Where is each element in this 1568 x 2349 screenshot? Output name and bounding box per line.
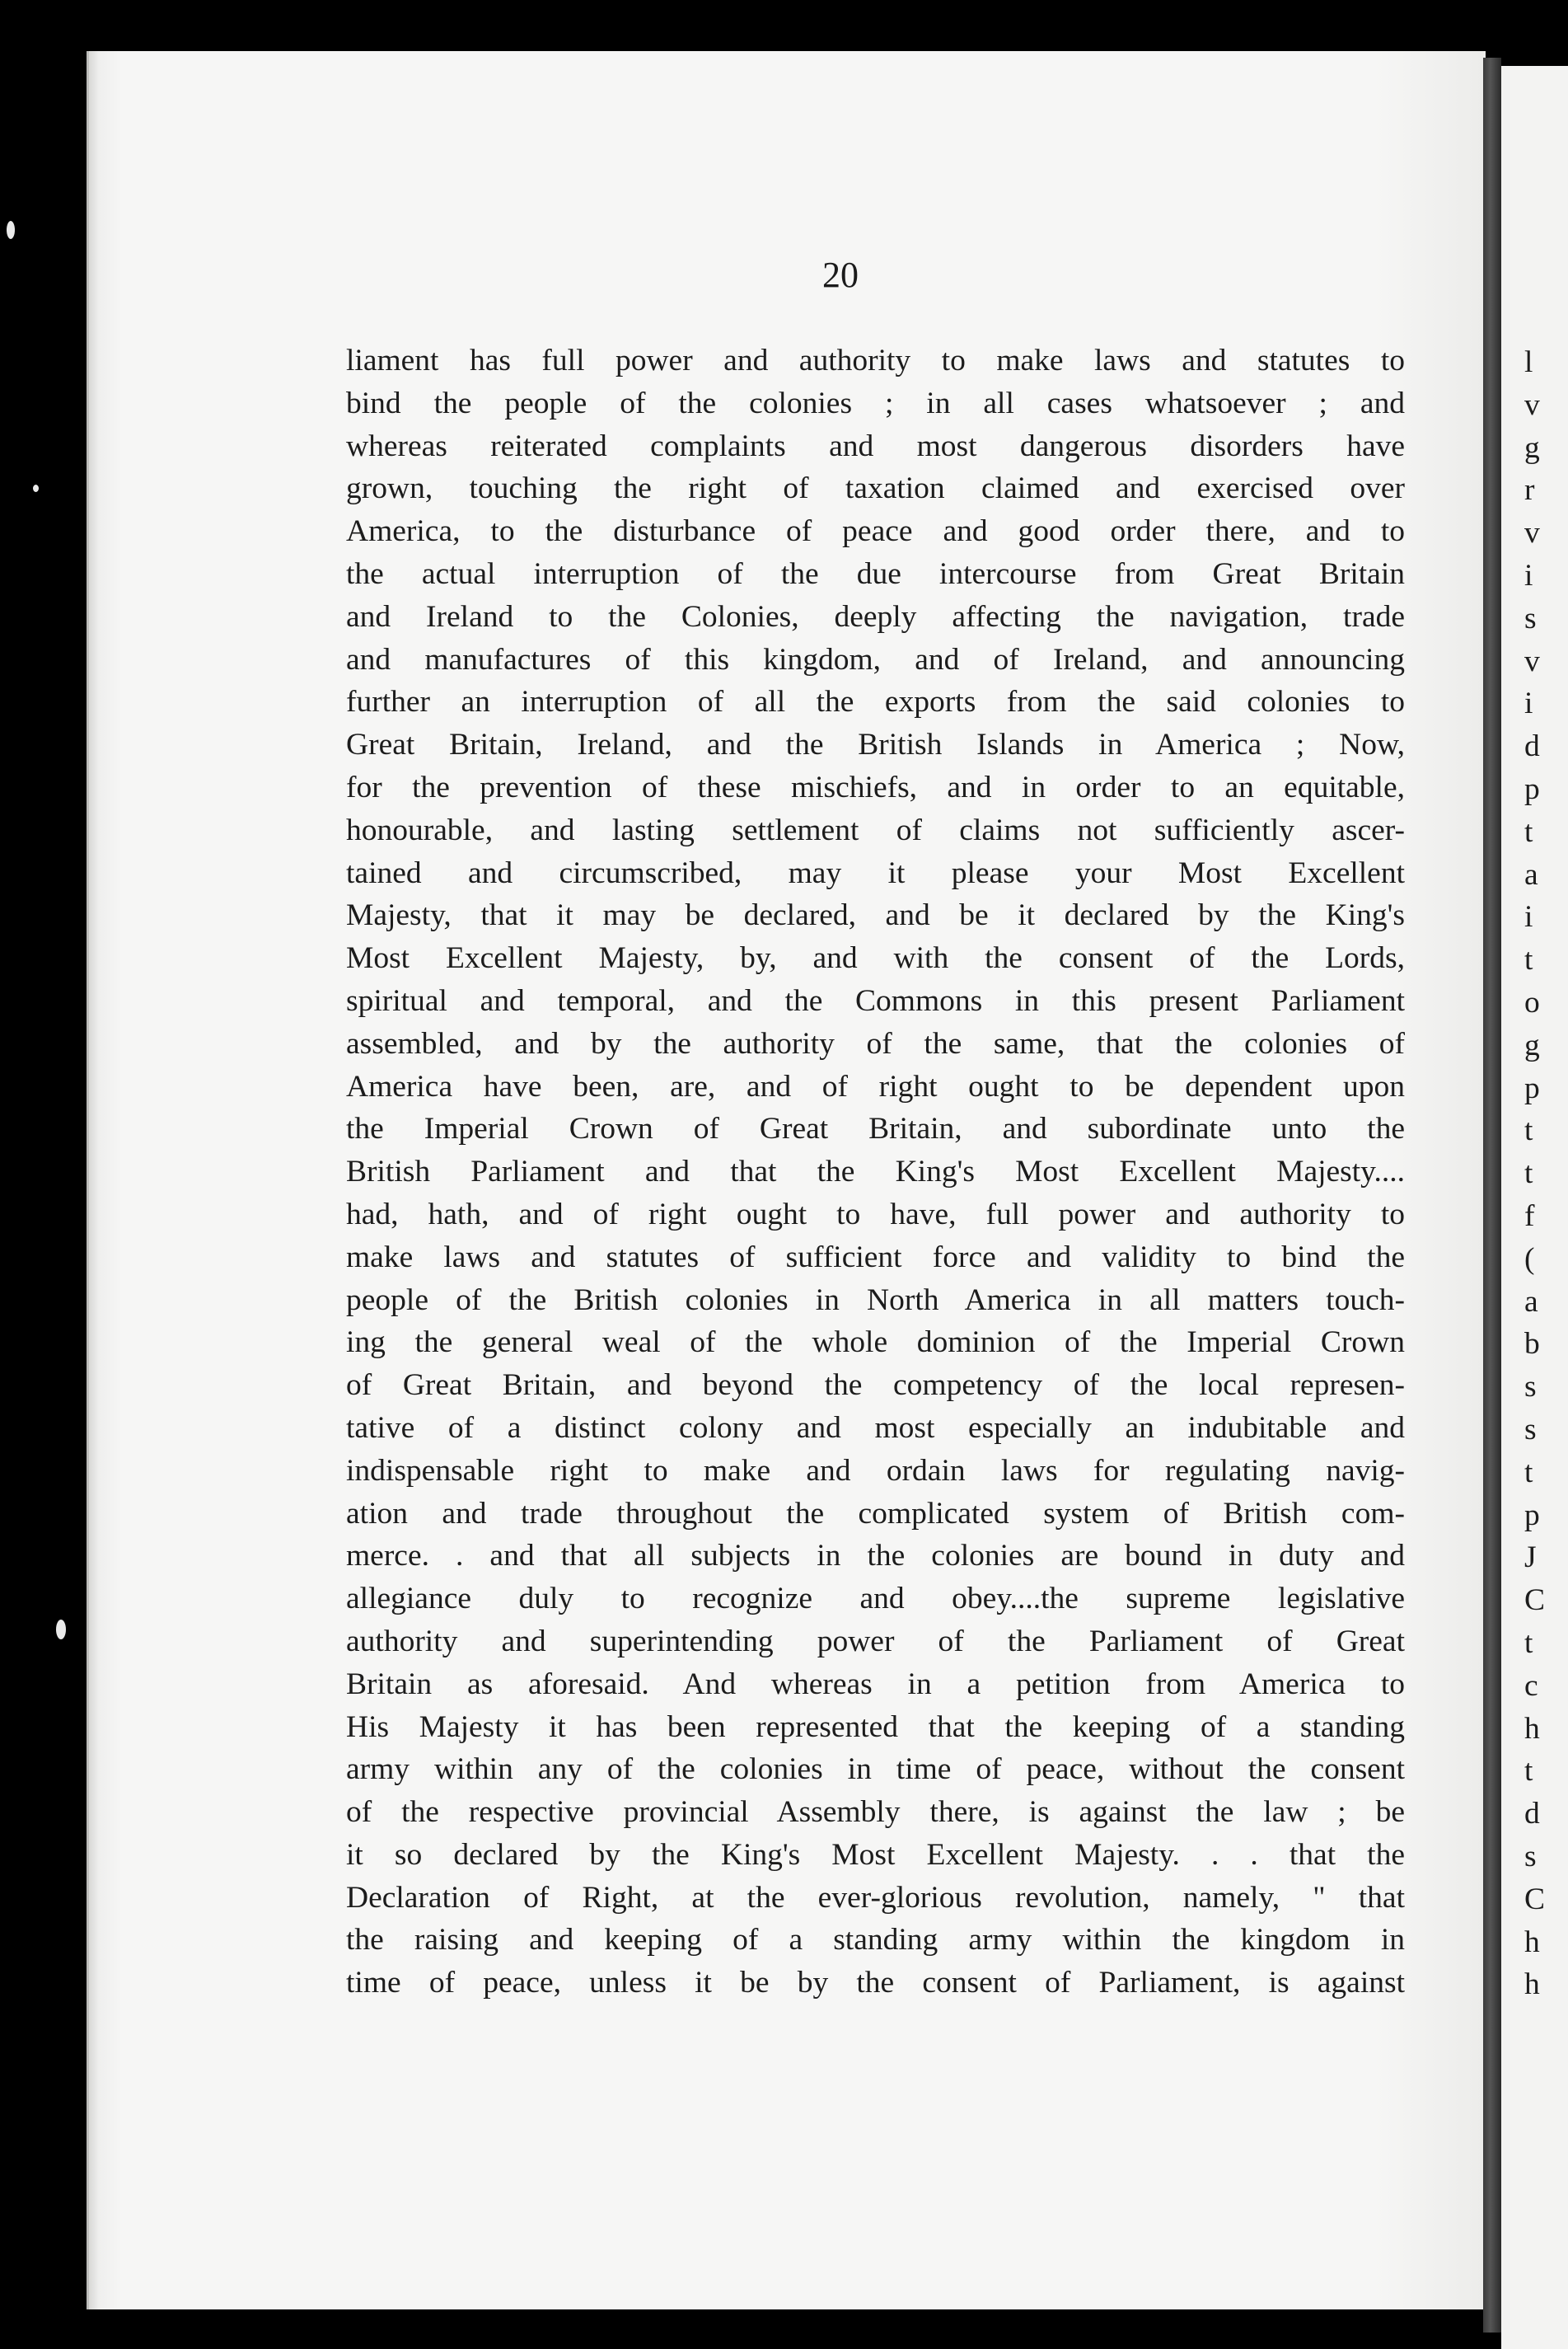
next-page-fragment: ( (1524, 1241, 1535, 1276)
text-line: tative of a distinct colony and most especially an indubitable and (346, 1410, 1405, 1445)
next-page-fragment: t (1524, 1156, 1533, 1191)
next-page-fragment: t (1524, 1626, 1533, 1660)
next-page-fragment: a (1524, 1284, 1538, 1319)
next-page-fragment: i (1524, 687, 1533, 721)
next-page-fragment: v (1524, 644, 1540, 678)
text-line: America have been, are, and of right ought to be dependent upon (346, 1069, 1405, 1104)
text-line: British Parliament and that the King's Most Excellent Majesty.... (346, 1155, 1405, 1189)
next-page-fragment: o (1524, 986, 1540, 1020)
next-page-fragment: s (1524, 601, 1537, 635)
text-line: Majesty, that it may be declared, and be it declared by the King's (346, 898, 1405, 933)
next-page-edge (1501, 66, 1568, 2349)
next-page-fragment: t (1524, 1455, 1533, 1489)
next-page-fragment: v (1524, 387, 1540, 422)
text-line: it so declared by the King's Most Excellent Majesty. . . that the (346, 1837, 1405, 1872)
text-line: further an interruption of all the exports from the said colonies to (346, 685, 1405, 720)
next-page-fragment: p (1524, 1071, 1540, 1105)
text-line: ing the general weal of the whole dominion of the Imperial Crown (346, 1325, 1405, 1360)
next-page-fragment: C (1524, 1583, 1546, 1618)
next-page-fragment: J (1524, 1540, 1537, 1575)
text-line: indispensable right to make and ordain laws for regulating navig- (346, 1453, 1405, 1488)
next-page-fragment: t (1524, 943, 1533, 978)
next-page-fragment: g (1524, 430, 1540, 465)
next-page-fragment: b (1524, 1327, 1540, 1362)
text-line: the actual interruption of the due intercourse from Great Britain (346, 556, 1405, 591)
next-page-fragment: s (1524, 1370, 1537, 1404)
text-line: merce. . and that all subjects in the colonies are bound in duty and (346, 1539, 1405, 1573)
text-line: for the prevention of these mischiefs, and in order to an equitable, (346, 770, 1405, 804)
text-line: Most Excellent Majesty, by, and with the consent of the Lords, (346, 941, 1405, 976)
text-line: His Majesty it has been represented that the keeping of a standing (346, 1709, 1405, 1744)
text-line: ation and trade throughout the complicated system of British com- (346, 1496, 1405, 1531)
text-line: liament has full power and authority to make laws and statutes to (346, 344, 1405, 377)
text-line: authority and superintending power of the Parliament of Great (346, 1624, 1405, 1658)
text-line: people of the British colonies in North America in all matters touch- (346, 1282, 1405, 1317)
next-page-fragment: g (1524, 1028, 1540, 1062)
text-line: the raising and keeping of a standing army within the kingdom in (346, 1923, 1405, 1958)
text-line: assembled, and by the authority of the same, that the colonies of (346, 1026, 1405, 1061)
text-line: grown, touching the right of taxation claimed and exercised over (346, 471, 1405, 506)
next-page-fragment: v (1524, 516, 1540, 551)
text-line: make laws and statutes of sufficient force and validity to bind the (346, 1240, 1405, 1274)
next-page-fragment: h (1524, 1967, 1540, 2002)
body-text (346, 340, 1405, 2004)
next-page-fragment: f (1524, 1199, 1535, 1233)
book-gutter (1483, 58, 1501, 2333)
next-page-fragment: t (1524, 814, 1533, 849)
next-page-fragment: p (1524, 772, 1540, 806)
page-number: 20 (822, 255, 859, 295)
text-line: tained and circumscribed, may it please your Most Excellent (346, 856, 1405, 890)
next-page-fragment: h (1524, 1925, 1540, 1959)
next-page-fragment: s (1524, 1840, 1537, 1873)
next-page-fragment: i (1524, 900, 1533, 935)
text-line: Great Britain, Ireland, and the British Islands in America ; Now, (346, 728, 1405, 762)
text-line: bind the people of the colonies ; in all cases whatsoever ; and (346, 386, 1405, 420)
next-page-fragment: l (1524, 345, 1533, 379)
text-line: Declaration of Right, at the ever-glorious revolution, namely, " that (346, 1880, 1405, 1915)
next-page-fragment: i (1524, 559, 1533, 593)
next-page-fragment: d (1524, 1797, 1540, 1831)
next-page-fragment: t (1524, 1114, 1533, 1148)
text-line: spiritual and temporal, and the Commons in this present Parliament (346, 983, 1405, 1018)
next-page-fragment: r (1524, 473, 1535, 508)
text-line: and Ireland to the Colonies, deeply affecting the navigation, trade (346, 599, 1405, 634)
next-page-fragment: c (1524, 1668, 1538, 1703)
next-page-fragment: d (1524, 729, 1540, 764)
scan-speck (7, 221, 15, 239)
text-line: Britain as aforesaid. And whereas in a petition from America to (346, 1667, 1405, 1701)
text-line: honourable, and lasting settlement of claims not sufficiently ascer- (346, 813, 1405, 847)
next-page-fragment: p (1524, 1498, 1540, 1532)
text-line: had, hath, and of right ought to have, full power and authority to (346, 1197, 1405, 1231)
next-page-fragment: a (1524, 857, 1538, 892)
text-line: of Great Britain, and beyond the competency of the local represen- (346, 1368, 1405, 1403)
text-line: of the respective provincial Assembly there, is against the law ; be (346, 1795, 1405, 1830)
text-line: allegiance duly to recognize and obey....the supreme legislative (346, 1582, 1405, 1616)
text-line: the Imperial Crown of Great Britain, and subordinate unto the (346, 1112, 1405, 1146)
text-line: America, to the disturbance of peace and good order there, and to (346, 514, 1405, 549)
next-page-fragment: C (1524, 1882, 1546, 1916)
next-page-fragment: s (1524, 1413, 1537, 1446)
scan-speck (56, 1620, 66, 1639)
next-page-fragment: h (1524, 1711, 1540, 1746)
text-line: army within any of the colonies in time of peace, without the consent (346, 1752, 1405, 1787)
text-line: whereas reiterated complaints and most dangerous disorders have (346, 429, 1405, 463)
next-page-fragment: t (1524, 1754, 1533, 1789)
text-line: and manufactures of this kingdom, and of Ireland, and announcing (346, 642, 1405, 677)
scan-speck (33, 485, 39, 492)
text-line: time of peace, unless it be by the consent of Parliament, is against (346, 1966, 1405, 2000)
